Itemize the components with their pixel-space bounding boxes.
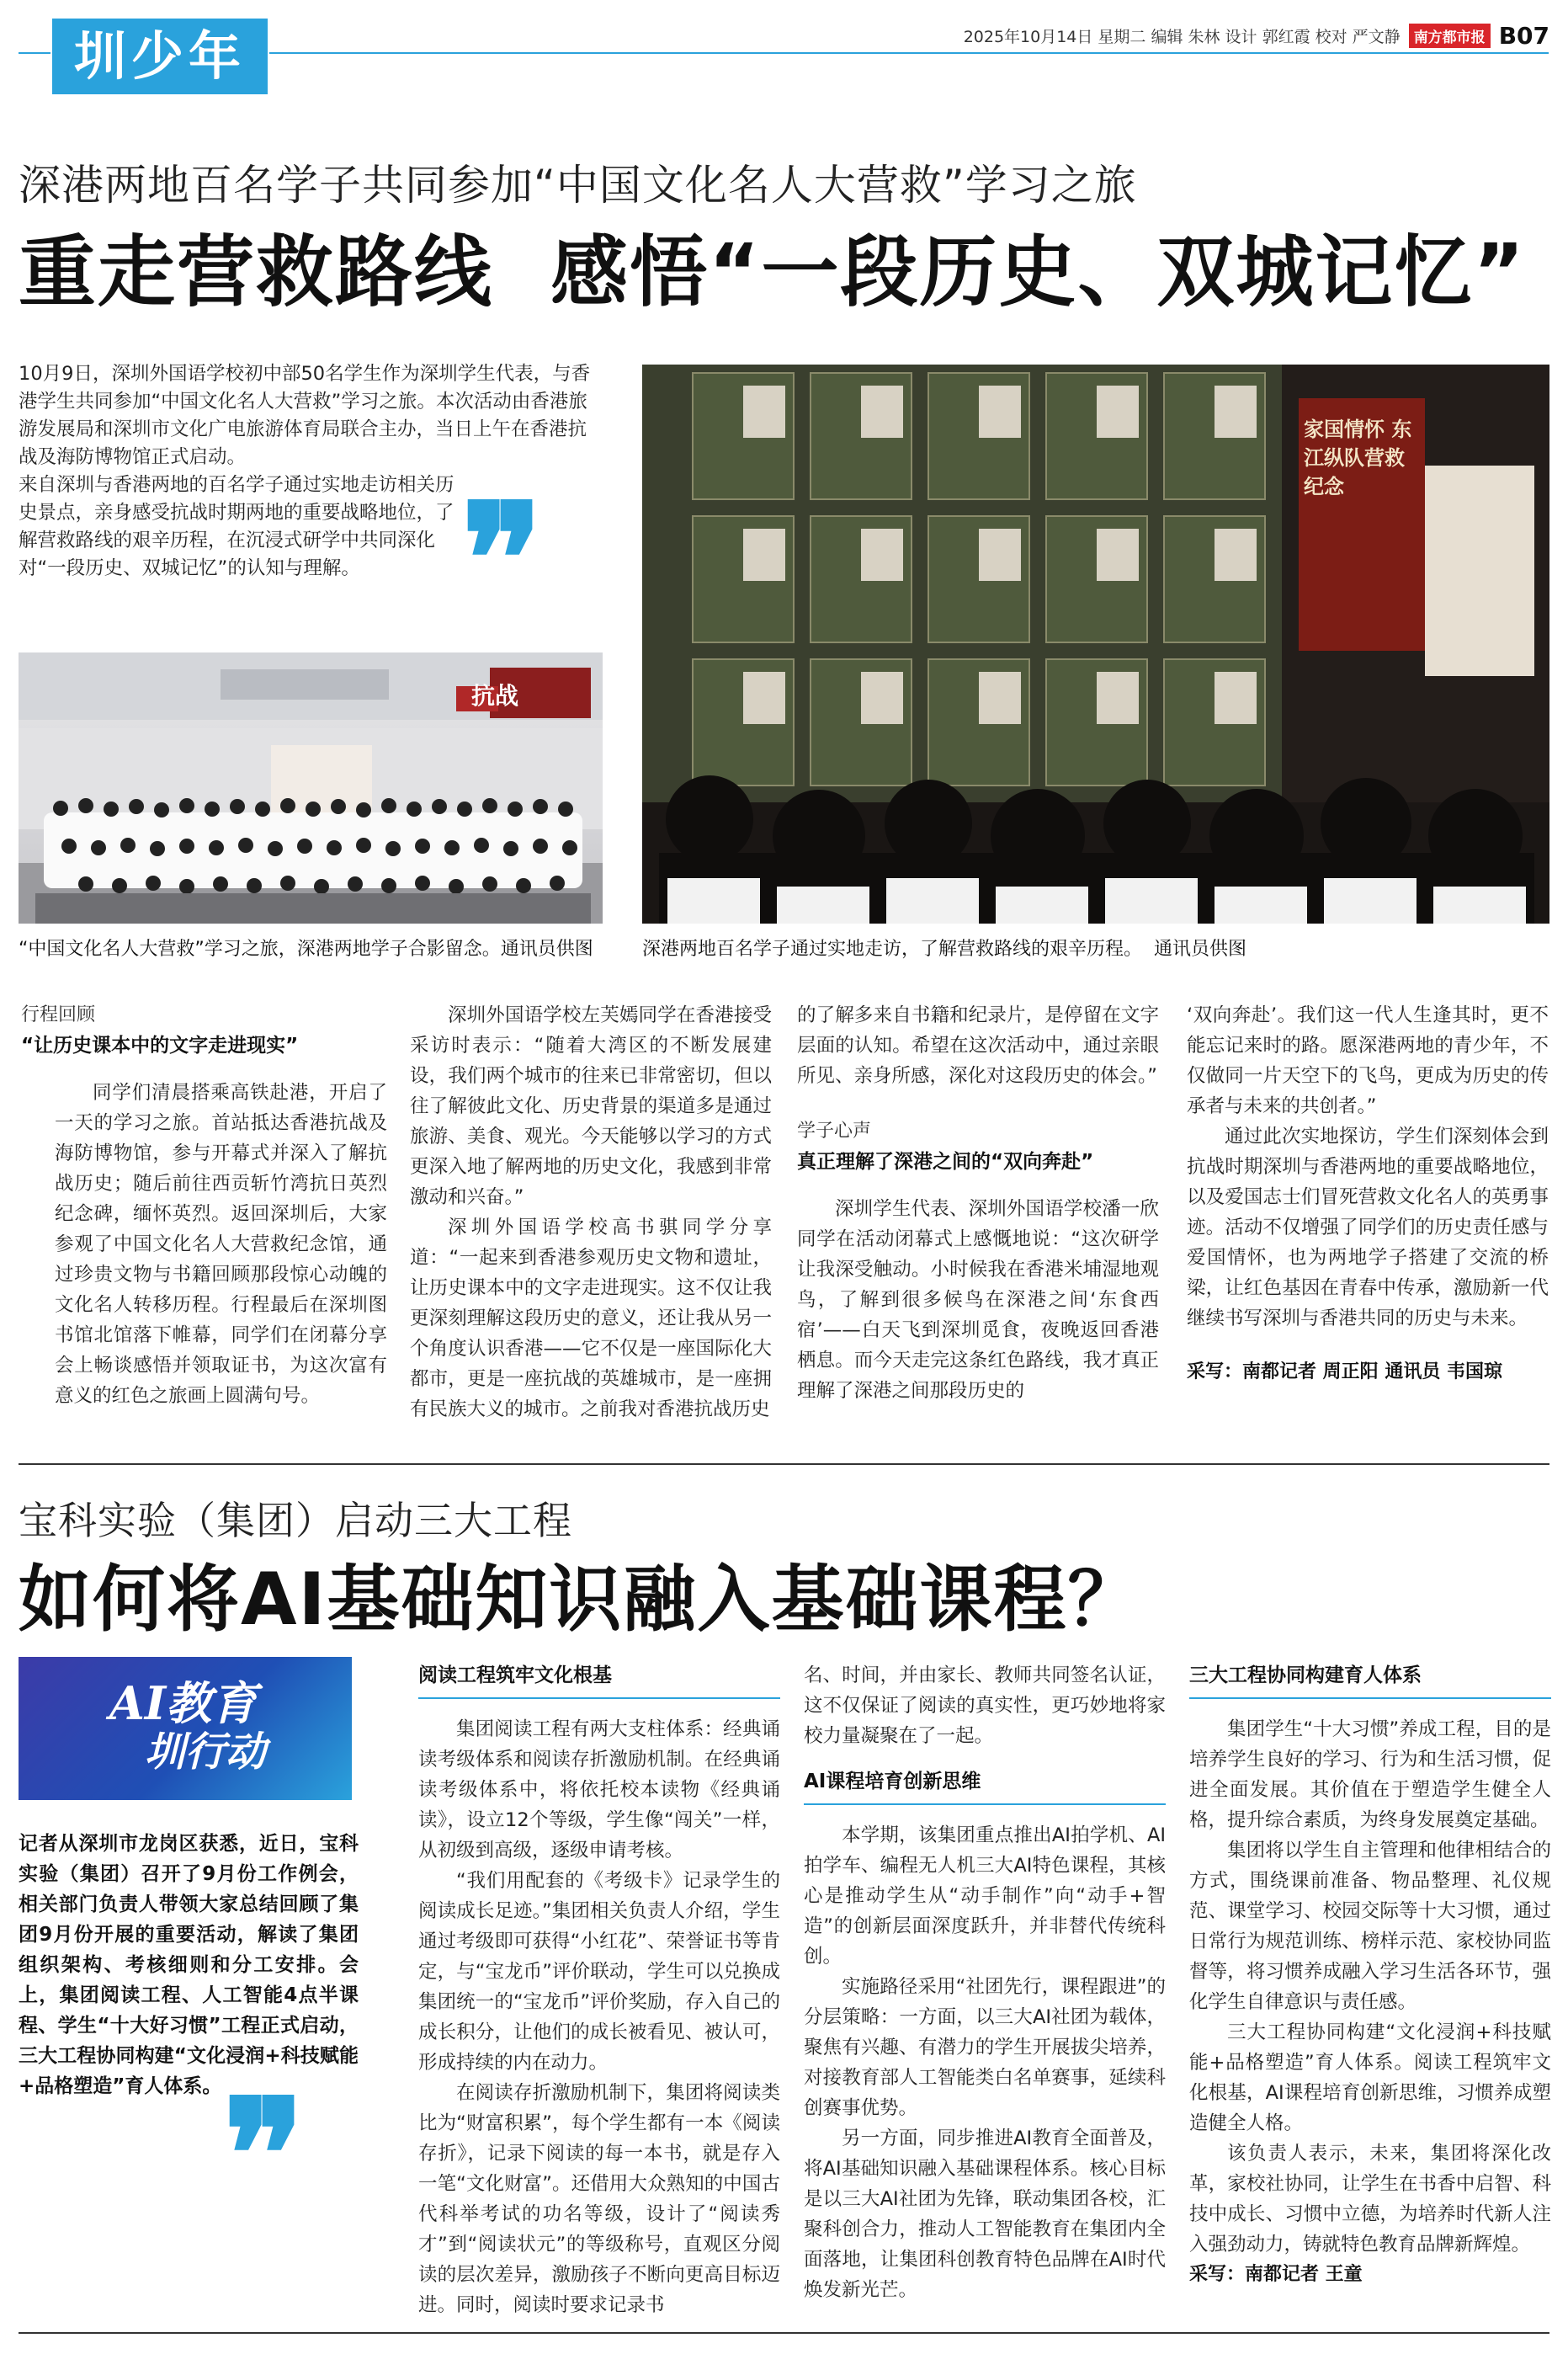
body-paragraph: 集团学生“十大习惯”养成工程，目的是培养学生良好的学习、行为和生活习惯，促进全面发展。其价值在于塑造学生健全人格，提升综合素质，为终身发展奠定基础。	[1189, 1718, 1551, 1831]
logo-line-1: AI教育	[109, 1676, 258, 1730]
body-paragraph: 在阅读存折激励机制下，集团将阅读类比为“财富积累”，每个学生都有一本《阅读存折》，记录下阅读的每一本书，就是存入一笔“文化财富”。还借用大众熟知的中国古代科举考试的功名等级，设计了“阅读秀才”到“阅读状元”的等级称号，直观区分阅读的层次差异，激励孩子不断向更高目标迈进。同时，阅读时要求记录书	[418, 2082, 780, 2316]
story2-lead: 记者从深圳市龙岗区获悉，近日，宝科实验（集团）召开了9月份工作例会，相关部门负责人带领大家总结回顾了集团9月份开展的重要活动，解读了集团组织架构、考核细则和分工安排。会上，集团阅读工程、人工智能4点半课程、学生“十大好习惯”工程正式启动，三大工程协同构建“文化浸润+科技赋能+品格塑造”育人体系。	[19, 1833, 359, 2097]
header-rule-right	[269, 52, 1549, 54]
lead-paragraph: 来自深圳与香港两地的百名学子通过实地走访相关历史景点，亲身感受抗战时期两地的重要战略地位，了解营救路线的艰辛历程，在沉浸式研学中共同深化对“一段历史、双城记忆”的认知与理解。	[19, 474, 454, 579]
section-label: 行程回顾	[21, 1004, 96, 1025]
section-label: 学子心声	[797, 1121, 872, 1142]
newspaper-brand: 南方都市报	[1409, 24, 1491, 48]
story1-column-1	[21, 1000, 387, 1411]
story2-byline: 采写：南都记者 王童	[1189, 2264, 1363, 2285]
story1-column-4	[1187, 1000, 1549, 1387]
body-paragraph: 另一方面，同步推进AI教育全面普及，将AI基础知识融入基础课程体系。核心目标是以三大AI社团为先锋，联动集团各校，汇聚科创合力，推动人工智能教育在集团内全面落地，让集团科创教育特色品牌在AI时代焕发新光芒。	[804, 2128, 1166, 2301]
body-paragraph: “我们用配套的《考级卡》记录学生的阅读成长足迹。”集团相关负责人介绍，学生通过考级即可获得“小红花”、荣誉证书等肯定，与“宝龙币”评价联动，学生可以兑换成集团统一的“宝龙币”评价奖励，存入自己的成长积分，让他们的成长被看见、被认可，形成持续的内在动力。	[418, 1870, 780, 2074]
body-paragraph: 实施路径采用“社团先行，课程跟进”的分层策略：一方面，以三大AI社团为载体，聚焦有兴趣、有潜力的学生开展拔尖培养，对接教育部人工智能类白名单赛事，延续科创赛事优势。	[804, 1976, 1166, 2119]
story1-byline: 采写：南都记者 周正阳 通讯员 韦国琼	[1187, 1361, 1502, 1382]
body-paragraph: 同学们清晨搭乘高铁赴港，开启了一天的学习之旅。首站抵达香港抗战及海防博物馆，参与开幕式并深入了解抗战历史；随后前往西贡斩竹湾抗日英烈纪念碑，缅怀英烈。返回深圳后，大家参观了中国文化名人大营救纪念馆，通过珍贵文物与书籍回顾那段惊心动魄的文化名人转移历程。行程最后在深圳图书馆北馆落下帷幕，同学们在闭幕分享会上畅谈感悟并领取证书，为这次富有意义的红色之旅画上圆满句号。	[55, 1082, 387, 1407]
issue-meta: 2025年10月14日 星期二 编辑 朱林 设计 郭红霞 校对 严文静	[963, 27, 1401, 46]
section-title: “让历史课本中的文字走进现实”	[21, 1035, 299, 1057]
logo-line-2: 圳行动	[145, 1728, 267, 1776]
exhibit-banner-text: 家国情怀 东江纵队营救纪念	[1304, 417, 1412, 498]
photo-caption-right: 深港两地百名学子通过实地走访，了解营救路线的艰辛历程。 通讯员供图	[642, 939, 1246, 960]
body-paragraph: 通过此次实地探访，学生们深刻体会到抗战时期深圳与香港两地的重要战略地位，以及爱国志士们冒死营救文化名人的英勇事迹。活动不仅增强了同学们的历史责任感与爱国情怀，也为两地学子搭建了交流的桥梁，让红色基因在青春中传承，激励新一代继续书写深圳与香港共同的历史与未来。	[1187, 1126, 1549, 1329]
body-paragraph: 的了解多来自书籍和纪录片，是停留在文字层面的认知。希望在这次活动中，通过亲眼所见、亲身所感，深化对这段历史的体会。”	[797, 1004, 1159, 1087]
body-paragraph: 深圳外国语学校高书骐同学分享道：“一起来到香港参观历史文物和遗址，让历史课本中的文字走进现实。这不仅让我更深刻理解这段历史的意义，还让我从另一个角度认识香港——它不仅是一座国际化大都市，更是一座抗战的英雄城市，是一座拥有民族大义的城市。之前我对香港抗战历史	[410, 1217, 772, 1420]
story2-column-3	[1189, 1660, 1551, 2290]
body-paragraph: 深圳学生代表、深圳外国语学校潘一欣同学在活动闭幕式上感慨地说：“这次研学让我深受触动。小时候我在香港米埔湿地观鸟，了解到很多候鸟在深港之间‘东食西宿’——白天飞到深圳觅食，夜晚返回香港栖息。而今天走完这条红色路线，我才真正理解了深港之间那段历史的	[797, 1198, 1159, 1402]
photo-caption-left: “中国文化名人大营救”学习之旅，深港两地学子合影留念。通讯员供图	[19, 939, 593, 960]
body-paragraph: 三大工程协同构建“文化浸润+科技赋能+品格塑造”育人体系。阅读工程筑牢文化根基，AI课程培育创新思维，习惯养成塑造健全人格。	[1189, 2021, 1551, 2134]
header-rule-left	[19, 52, 50, 54]
story1-column-2	[410, 1000, 772, 1425]
story2-headline: 如何将AI基础知识融入基础课程？	[19, 1558, 1142, 1642]
lead-paragraph: 10月9日，深圳外国语学校初中部50名学生作为深圳学生代表，与香港学生共同参加“中国文化名人大营救”学习之旅。本次活动由香港旅游发展局和深圳市文化广电旅游体育局联合主办，当日上午在香港抗战及海防博物馆正式启动。	[19, 363, 591, 468]
body-paragraph: 本学期，该集团重点推出AI拍学机、AI拍学车、编程无人机三大AI特色课程，其核心是推动学生从“动手制作”向“动手+智造”的创新层面深度跃升，并非替代传统科创。	[804, 1824, 1166, 1968]
section-title: 三大工程协同构建育人体系	[1189, 1660, 1551, 1699]
story1-column-3	[797, 1000, 1159, 1406]
section-title: 阅读工程筑牢文化根基	[418, 1660, 780, 1699]
exhibition-photo	[642, 365, 1549, 924]
group-photo	[19, 652, 603, 924]
ai-education-logo	[19, 1657, 352, 1800]
photo-sign-text: 抗战	[471, 682, 519, 710]
section-divider	[19, 1463, 1549, 1465]
masthead	[964, 19, 1549, 52]
section-title: AI课程培育创新思维	[804, 1766, 1166, 1805]
section-title: 真正理解了深港之间的“双向奔赴”	[797, 1151, 1094, 1173]
body-paragraph: ‘双向奔赴’。我们这一代人生逢其时，更不能忘记来时的路。愿深港两地的青少年，不仅做同一片天空下的飞鸟，更成为历史的传承者与未来的共创者。”	[1187, 1004, 1549, 1117]
section-logo: 圳少年	[52, 19, 268, 94]
body-paragraph: 深圳外国语学校左芙嫣同学在香港接受采访时表示：“随着大湾区的不断发展建设，我们两个城市的往来已非常密切，但以往了解彼此文化、历史背景的渠道多是通过旅游、美食、观光。今天能够以学习的方式更深入地了解两地的历史文化，我感到非常激动和兴奋。”	[410, 1004, 772, 1208]
story2-column-2	[804, 1660, 1166, 2305]
story2-kicker: 宝科实验（集团）启动三大工程	[19, 1498, 572, 1543]
body-paragraph: 集团将以学生自主管理和他律相结合的方式，围绕课前准备、物品整理、礼仪规范、课堂学习、校园交际等十大习惯，通过日常行为规范训练、榜样示范、家校协同监督等，将习惯养成融入学习生活各环节，强化学生自律意识与责任感。	[1189, 1840, 1551, 2013]
body-paragraph: 该负责人表示，未来，集团将深化改革，家校社协同，让学生在书香中启智、科技中成长、习惯中立德，为培养时代新人注入强劲动力，铸就特色教育品牌新辉煌。	[1189, 2143, 1551, 2255]
story2-column-1	[418, 1660, 780, 2320]
quote-mark-icon: ❞	[461, 471, 543, 648]
quote-mark-icon: ❞	[223, 2066, 305, 2244]
page-number: B07	[1498, 21, 1549, 50]
body-paragraph: 名、时间，并由家长、教师共同签名认证，这不仅保证了阅读的真实性，更巧妙地将家校力量凝聚在了一起。	[804, 1664, 1166, 1747]
body-paragraph: 集团阅读工程有两大支柱体系：经典诵读考级体系和阅读存折激励机制。在经典诵读考级体系中，将依托校本读物《经典诵读》，设立12个等级，学生像“闯关”一样，从初级到高级，逐级申请考核。	[418, 1718, 780, 1861]
story1-headline: 重走营救路线 感悟“一段历史、双城记忆”	[19, 227, 1526, 317]
page-bottom-rule	[19, 2332, 1549, 2334]
story1-kicker: 深港两地百名学子共同参加“中国文化名人大营救”学习之旅	[19, 161, 1137, 210]
